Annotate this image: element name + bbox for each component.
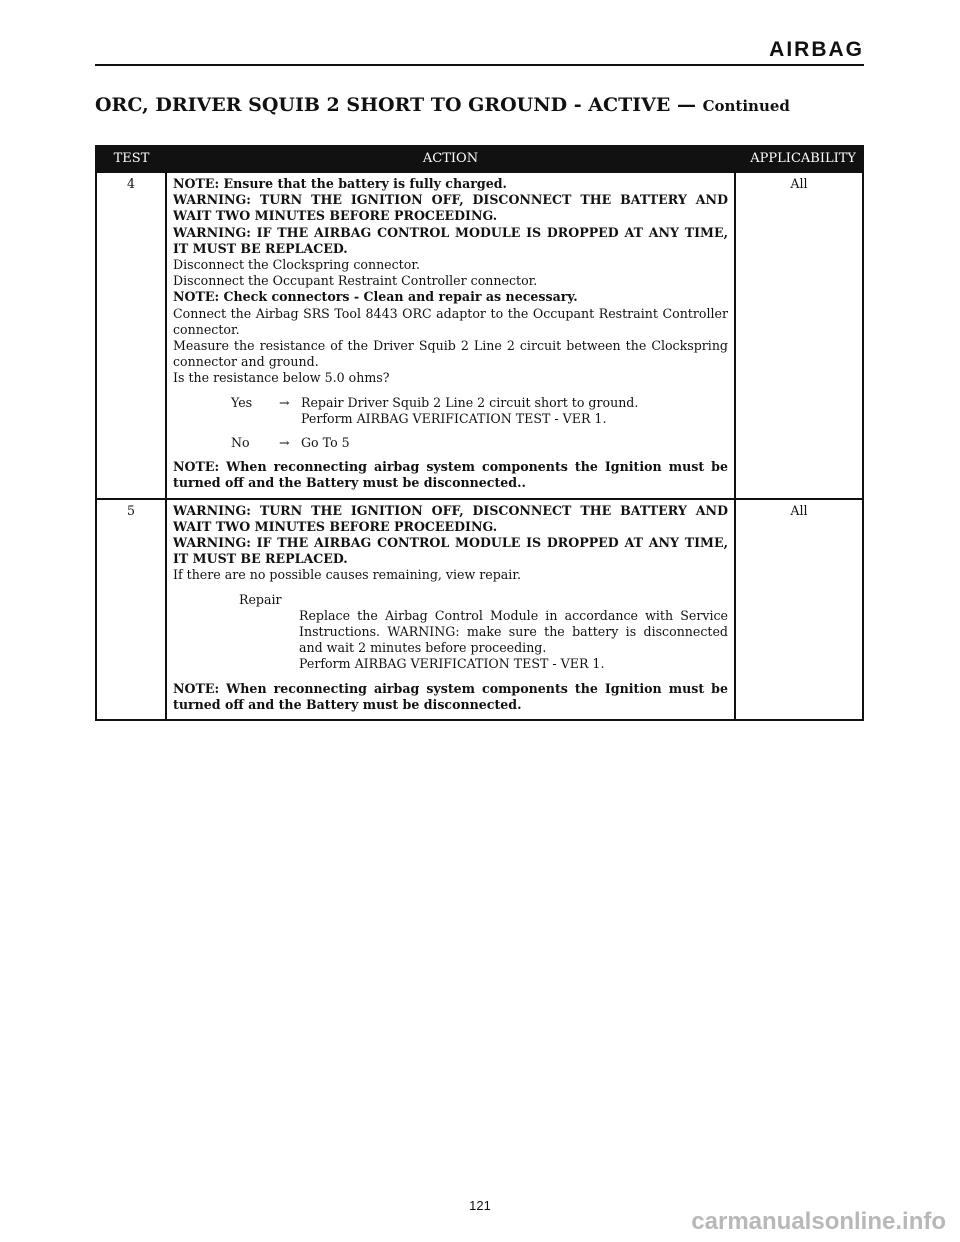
- step-line: Connect the Airbag SRS Tool 8443 ORC adaptor to the Occupant Restraint Controller connector.: [173, 305, 728, 337]
- title-main: ORC, DRIVER SQUIB 2 SHORT TO GROUND - ACTIVE —: [95, 94, 696, 116]
- no-label: No: [231, 435, 250, 451]
- page-title: [95, 94, 790, 116]
- repair-text-line: Perform AIRBAG VERIFICATION TEST - VER 1.: [299, 656, 605, 672]
- column-header-applicability: APPLICABILITY: [735, 146, 863, 172]
- yes-text-line: Perform AIRBAG VERIFICATION TEST - VER 1.: [301, 410, 607, 426]
- arrow-icon: →: [279, 435, 290, 451]
- yes-text: [301, 395, 728, 427]
- no-option: [173, 435, 728, 451]
- arrow-icon: →: [279, 394, 290, 410]
- action-cell: [166, 499, 735, 720]
- yes-label: Yes: [231, 394, 253, 410]
- step-line: Disconnect the Clockspring connector.: [173, 257, 420, 273]
- note-line: NOTE: Ensure that the battery is fully charged.: [173, 176, 507, 191]
- question-line: Is the resistance below 5.0 ohms?: [173, 370, 390, 386]
- table-header-row: [96, 146, 863, 172]
- yes-option: [173, 395, 728, 427]
- table-row-test-5: [96, 499, 863, 720]
- action-cell: [166, 172, 735, 499]
- test-number: 4: [96, 172, 166, 499]
- header-rule: [95, 64, 864, 66]
- warning-line: WARNING: IF THE AIRBAG CONTROL MODULE IS DROPPED AT ANY TIME, IT MUST BE REPLACED.: [173, 224, 728, 256]
- test-number: 5: [96, 499, 166, 720]
- repair-label: Repair: [239, 591, 282, 607]
- applicability-cell: All: [735, 172, 863, 499]
- closing-note: NOTE: When reconnecting airbag system components the Ignition must be turned off and the Battery must be disconnected..: [173, 459, 728, 491]
- step-line: If there are no possible causes remaining, view repair.: [173, 567, 521, 583]
- section-header: AIRBAG: [769, 38, 864, 61]
- step-line: Disconnect the Occupant Restraint Controller connector.: [173, 273, 538, 289]
- no-text: Go To 5: [301, 435, 350, 451]
- note-line: NOTE: Check connectors - Clean and repair as necessary.: [173, 289, 578, 305]
- procedure-table: [95, 145, 864, 721]
- step-line: Measure the resistance of the Driver Squib 2 Line 2 circuit between the Clockspring connector and ground.: [173, 338, 728, 370]
- column-header-test: TEST: [96, 146, 166, 172]
- yes-text-line: Repair Driver Squib 2 Line 2 circuit short to ground.: [301, 394, 639, 410]
- watermark: carmanualsonline.info: [691, 1208, 946, 1235]
- repair-text: [173, 608, 728, 673]
- warning-line: WARNING: TURN THE IGNITION OFF, DISCONNECT THE BATTERY AND WAIT TWO MINUTES BEFORE PROCEEDING.: [173, 192, 728, 224]
- closing-note: NOTE: When reconnecting airbag system components the Ignition must be turned off and the Battery must be disconnected.: [173, 680, 728, 712]
- repair-text-line: Replace the Airbag Control Module in accordance with Service Instructions. WARNING: make sure the battery is disconnected and wait 2 minutes before proceeding.: [299, 607, 728, 656]
- table-row-test-4: [96, 172, 863, 499]
- column-header-action: ACTION: [166, 146, 735, 172]
- warning-line: WARNING: IF THE AIRBAG CONTROL MODULE IS DROPPED AT ANY TIME, IT MUST BE REPLACED.: [173, 535, 728, 567]
- warning-line: WARNING: TURN THE IGNITION OFF, DISCONNECT THE BATTERY AND WAIT TWO MINUTES BEFORE PROCEEDING.: [173, 502, 728, 534]
- applicability-cell: All: [735, 499, 863, 720]
- page-number: 121: [469, 1198, 491, 1213]
- title-continued: Continued: [702, 97, 790, 115]
